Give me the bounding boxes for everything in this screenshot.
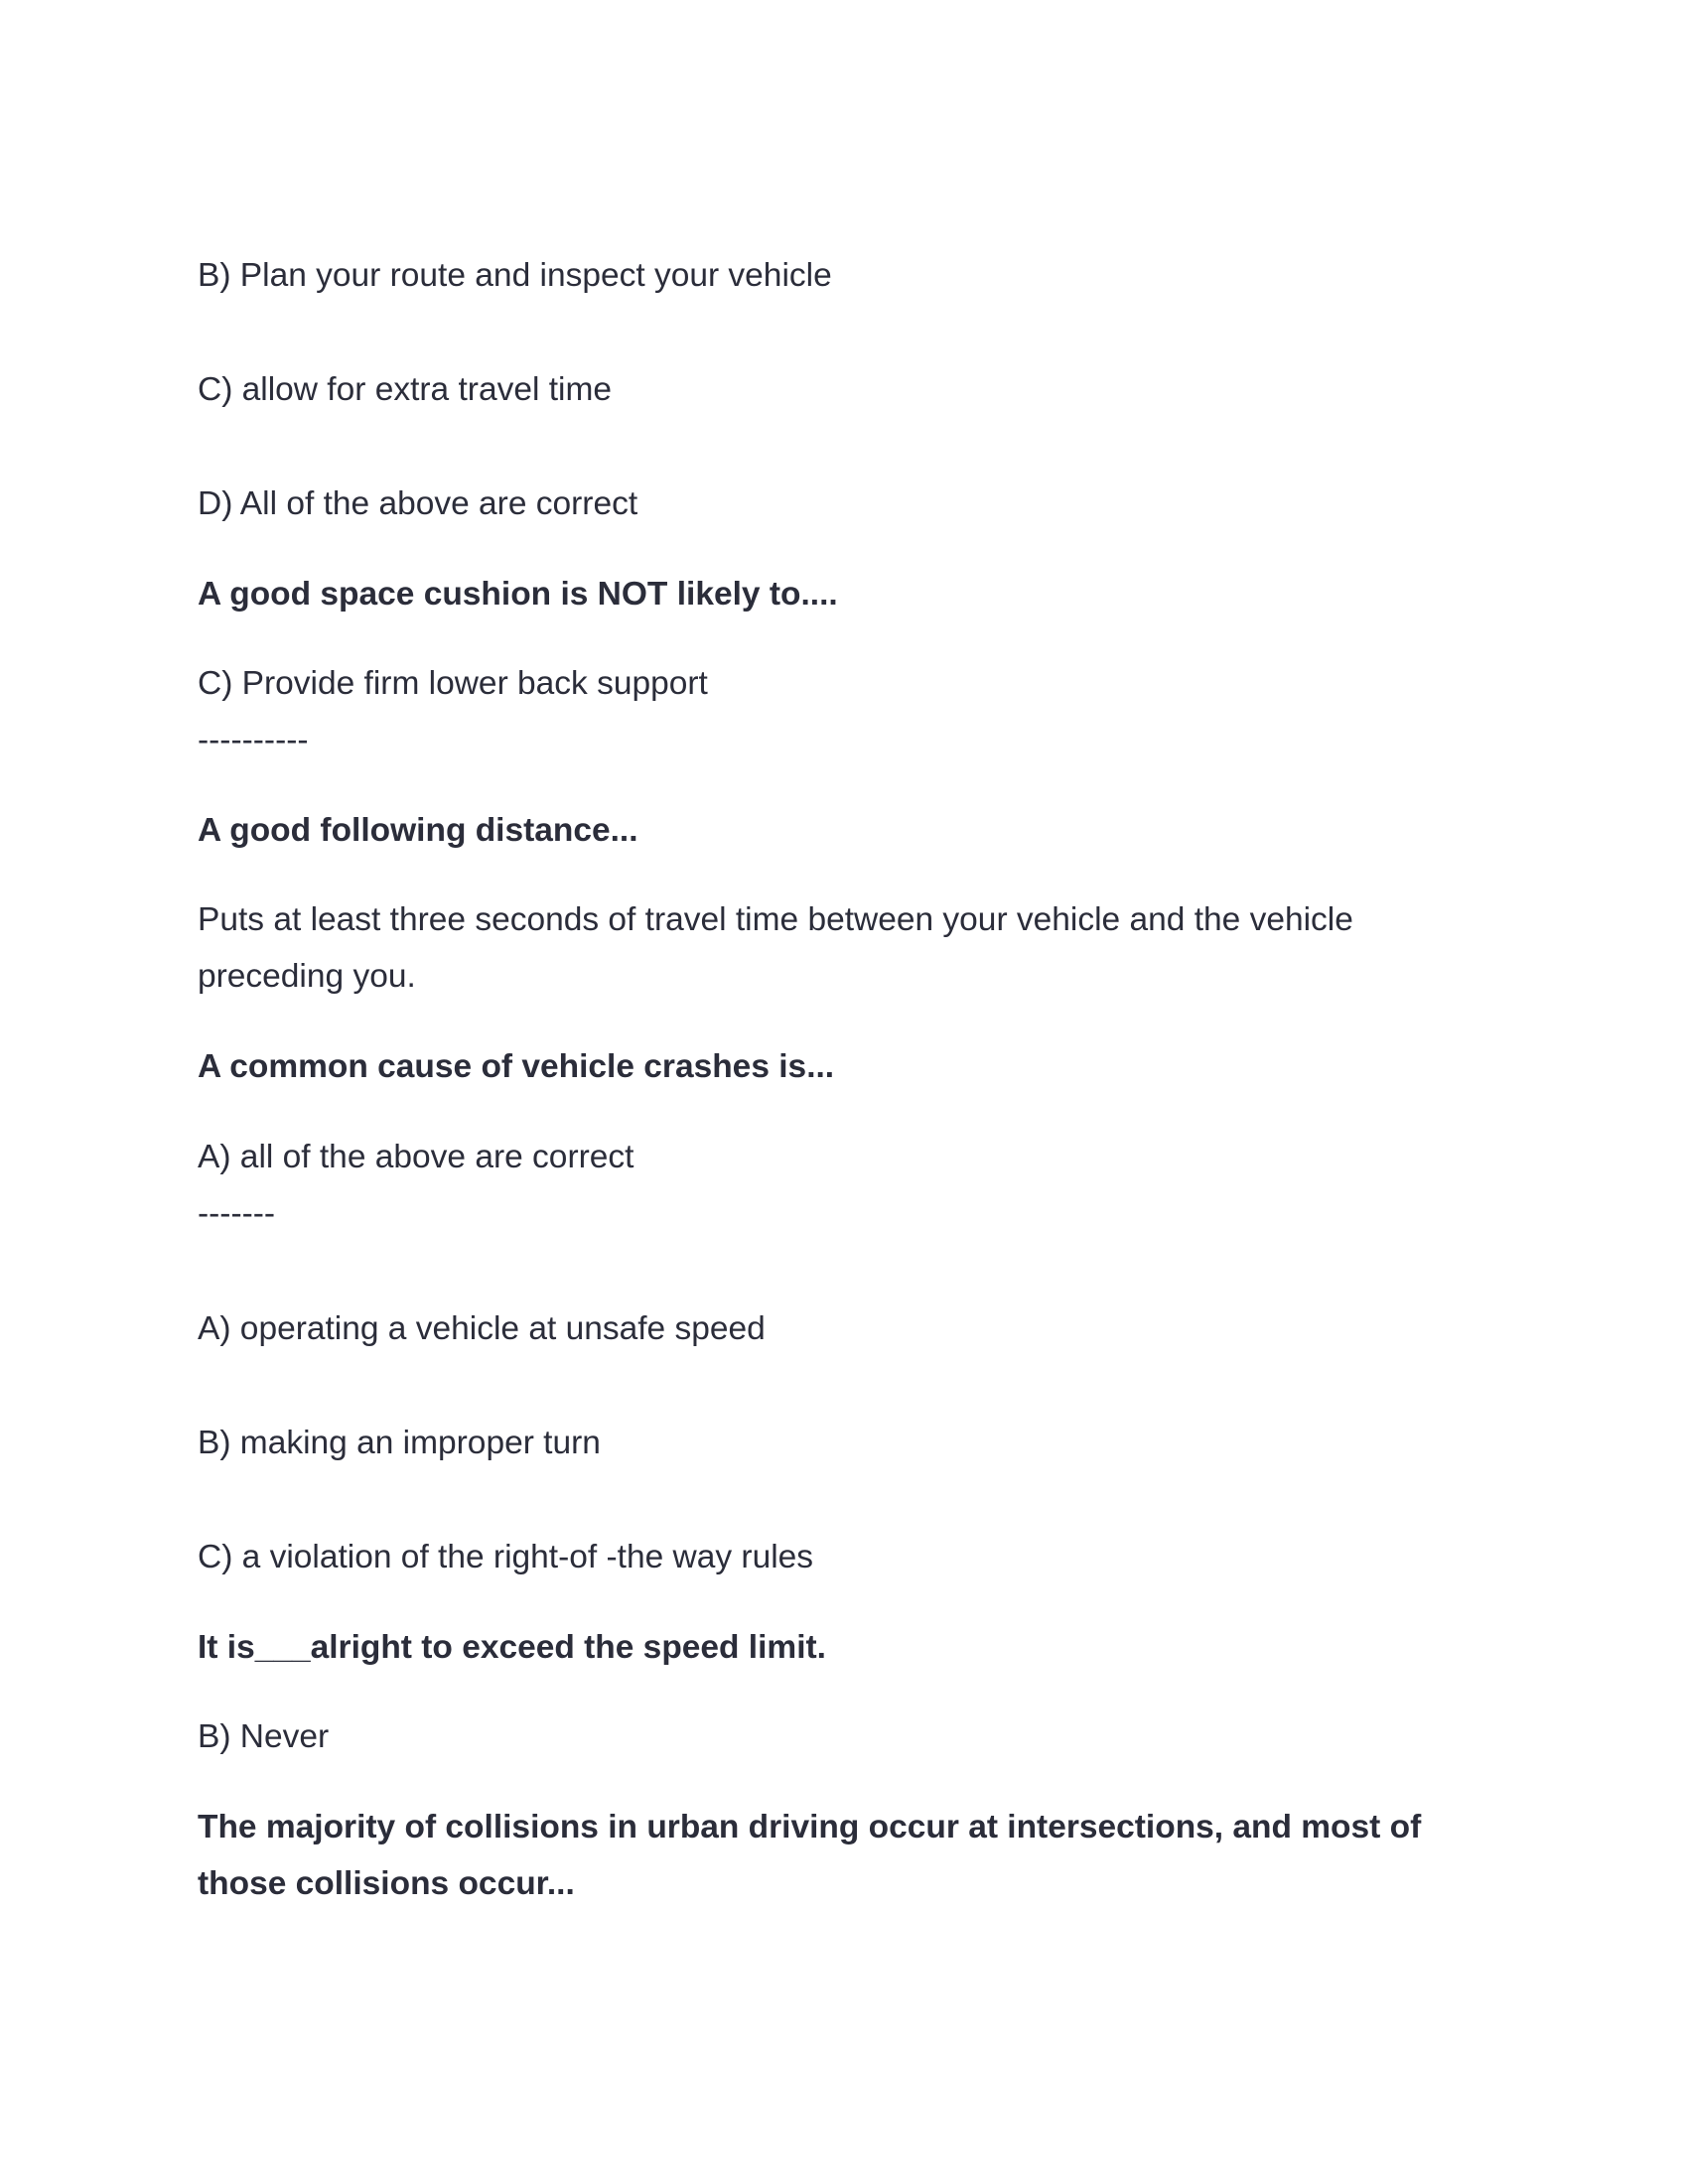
answer-option: D) All of the above are correct <box>198 485 638 522</box>
answer-option: A) operating a vehicle at unsafe speed <box>198 1310 766 1347</box>
answer-option: A) all of the above are correct <box>198 1139 634 1175</box>
answer-option: C) Provide firm lower back support <box>198 665 708 702</box>
question-heading: It is___alright to exceed the speed limit. <box>198 1629 826 1666</box>
answer-option: B) Never <box>198 1718 330 1755</box>
answer-text: Puts at least three seconds of travel time between your vehicle and the vehicle preceding you. <box>198 901 1353 995</box>
question-heading: The majority of collisions in urban driving occur at intersections, and most of those collisions occur... <box>198 1809 1422 1902</box>
separator-dashes: ---------- <box>198 722 309 758</box>
separator-dashes: ------- <box>198 1195 276 1232</box>
answer-option: C) a violation of the right-of -the way rules <box>198 1539 814 1575</box>
question-heading: A good space cushion is NOT likely to.... <box>198 576 838 613</box>
answer-option: C) allow for extra travel time <box>198 371 612 408</box>
answer-option: B) making an improper turn <box>198 1425 601 1461</box>
question-heading: A good following distance... <box>198 812 638 849</box>
question-heading: A common cause of vehicle crashes is... <box>198 1048 835 1085</box>
answer-option: B) Plan your route and inspect your vehicle <box>198 257 832 294</box>
